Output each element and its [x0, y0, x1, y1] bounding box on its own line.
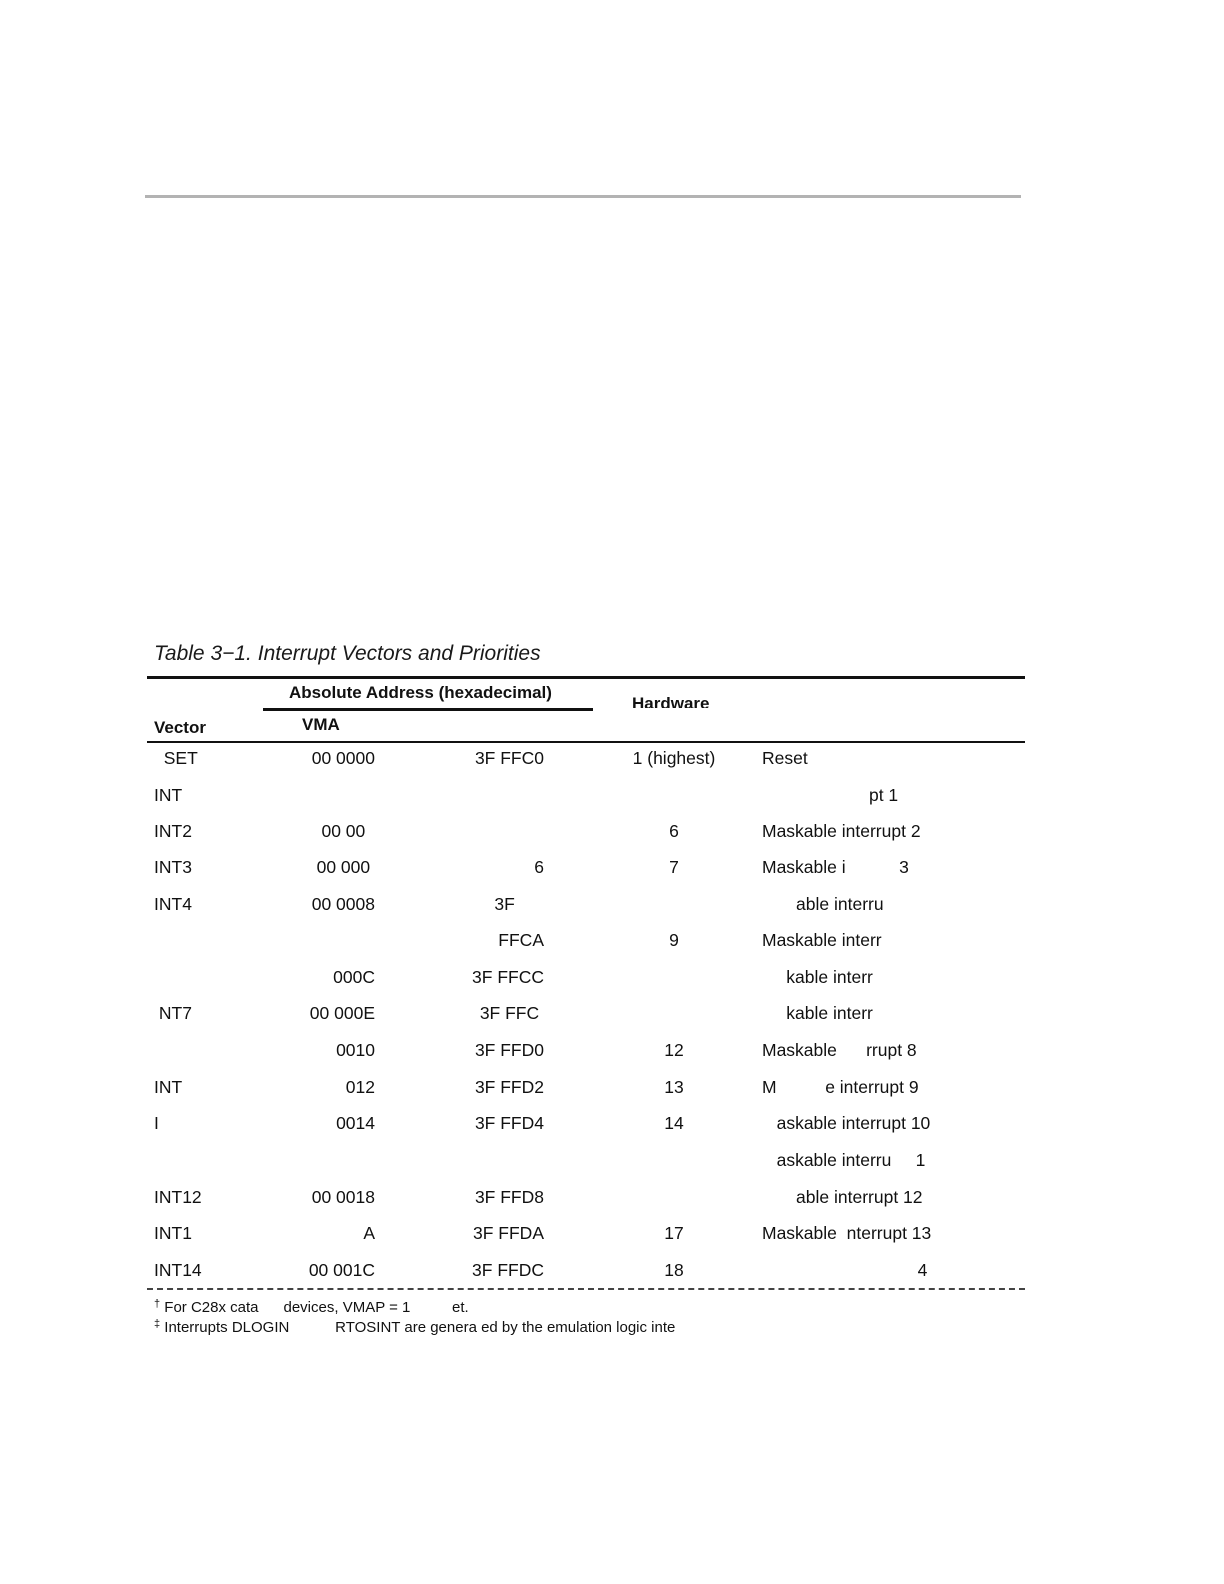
description-cell: kable interr [762, 967, 873, 987]
priority-cell: 18 [664, 1260, 684, 1280]
vector-cell: NT7 [154, 1003, 192, 1023]
address-group-underline [263, 708, 593, 711]
vmap-cell: 3F FFCC [472, 967, 544, 987]
vmap-cell: 3F [494, 894, 544, 914]
description-cell: kable interr [762, 1003, 873, 1023]
vma-cell: 00 000 [316, 857, 375, 877]
vector-cell: INT2 [154, 821, 192, 841]
footnote-double-dagger: ‡ Interrupts DLOGIN RTOSINT are genera ed by the emulation logic inte [154, 1318, 676, 1336]
table-top-rule [147, 676, 1025, 679]
description-cell: Maskable i 3 [762, 857, 909, 877]
description-cell: Reset [762, 748, 808, 768]
vmap-cell: 3F FFD8 [474, 1187, 544, 1207]
vma-cell: 00 0000 [311, 748, 375, 768]
vmap-cell: 6 [534, 857, 544, 877]
vma-cell: 00 001C [308, 1260, 375, 1280]
vmap-cell: 3F FFDC [472, 1260, 544, 1280]
vmap-cell: 3F FFD2 [474, 1077, 544, 1097]
vma-cell: 000C [333, 967, 375, 987]
vma-cell: 0014 [336, 1113, 375, 1133]
description-cell: able interrupt 12 [762, 1187, 923, 1207]
priority-cell: 7 [669, 857, 679, 877]
vector-cell: SET [154, 748, 198, 768]
priority-cell: 12 [664, 1040, 684, 1060]
description-cell: askable interrupt 10 [762, 1113, 931, 1133]
vma-cell: 0010 [336, 1040, 375, 1060]
vector-cell: INT14 [154, 1260, 202, 1280]
description-cell: Maskable interr [762, 930, 882, 950]
description-cell: Maskable rrupt 8 [762, 1040, 917, 1060]
description-cell: Maskable nterrupt 13 [762, 1223, 932, 1243]
footnote-dagger: † For C28x cata devices, VMAP = 1 et. [154, 1298, 469, 1316]
vma-cell: 00 00 [321, 821, 375, 841]
vector-cell: INT4 [154, 894, 192, 914]
priority-cell: 9 [669, 930, 679, 950]
vector-cell: I [154, 1113, 159, 1133]
vector-cell: INT [154, 1077, 183, 1097]
vector-cell: INT3 [154, 857, 192, 877]
priority-cell: 13 [664, 1077, 684, 1097]
priority-cell: 17 [664, 1223, 684, 1243]
vector-cell: INT12 [154, 1187, 202, 1207]
table-caption: Table 3−1. Interrupt Vectors and Priorities [154, 642, 541, 665]
vector-cell: INT1 [154, 1223, 192, 1243]
description-cell: askable interru 1 [762, 1150, 926, 1170]
vmap-cell: 3F FFDA [473, 1223, 544, 1243]
vma-header: VMA [302, 715, 340, 734]
vmap-cell: 3F FFC [479, 1003, 544, 1023]
description-cell: able interru [762, 894, 884, 914]
description-cell: pt 1 [762, 785, 899, 805]
vmap-cell: 3F FFC0 [474, 748, 544, 768]
vma-cell: 012 [345, 1077, 375, 1097]
vma-cell: A [363, 1223, 375, 1243]
table-bottom-rule [147, 1288, 1025, 1290]
vma-cell: 00 0008 [311, 894, 375, 914]
priority-cell: 14 [664, 1113, 684, 1133]
vmap-cell: 3F FFD4 [474, 1113, 544, 1133]
priority-cell: 6 [669, 821, 679, 841]
vmap-cell: 3F FFD0 [474, 1040, 544, 1060]
vma-cell: 00 000E [309, 1003, 375, 1023]
header-bottom-rule [147, 741, 1025, 743]
vmap-cell: FFCA [498, 930, 544, 950]
description-cell: M e interrupt 9 [762, 1077, 919, 1097]
description-cell: 4 [762, 1260, 928, 1280]
vector-header: Vector [154, 718, 206, 737]
priority-cell: 1 (highest) [632, 748, 716, 768]
page-top-rule [145, 195, 1021, 198]
address-group-header: Absolute Address (hexadecimal) [289, 683, 552, 702]
vector-cell: INT [154, 785, 183, 805]
hardware-header: Hardware [632, 694, 710, 708]
vma-cell: 00 0018 [311, 1187, 375, 1207]
description-cell: Maskable interrupt 2 [762, 821, 921, 841]
